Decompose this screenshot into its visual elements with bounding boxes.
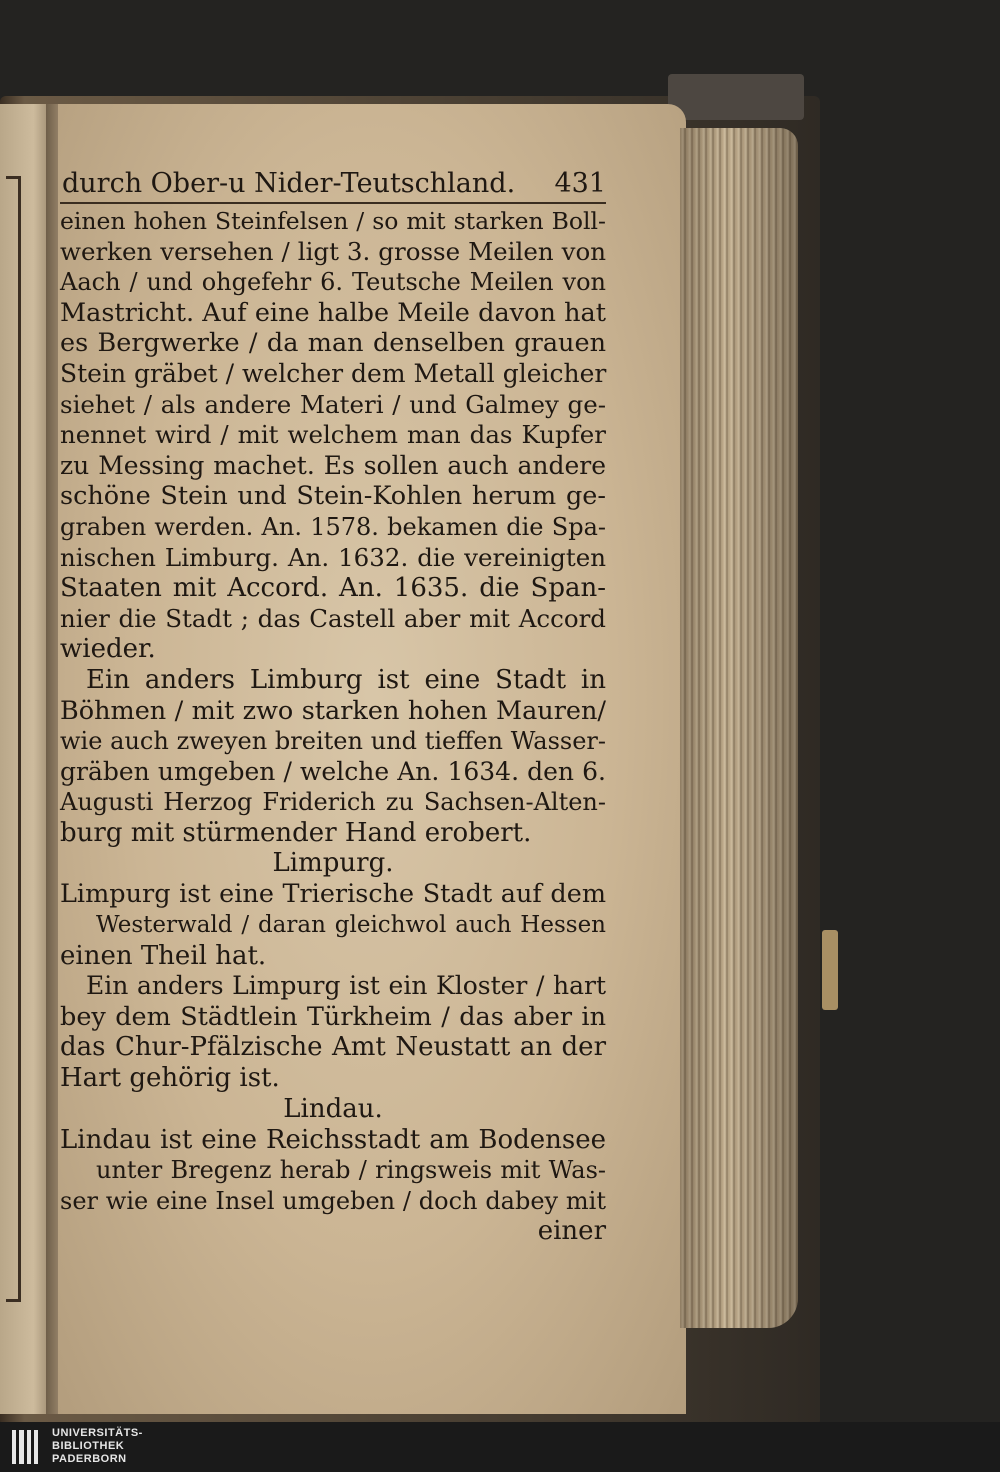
paragraph-1 (60, 206, 606, 665)
text-line: bey dem Städtlein Türkheim / das aber in (60, 1001, 606, 1032)
heading-lindau: Lindau. (283, 1093, 383, 1124)
running-head: durch Ober-u Nider-Teutschland. (62, 168, 516, 199)
library-logo-icon (12, 1430, 38, 1464)
text-line: Staaten mit Accord. An. 1635. die Span- (60, 573, 606, 604)
text-line: Stein gräbet / welcher dem Metall gleicher (60, 358, 607, 388)
text-line: Westerwald / daran gleichwol auch Hessen (96, 912, 606, 939)
library-name (52, 1427, 143, 1466)
text-line: Mastricht. Auf eine halbe Meile davon hat (60, 297, 606, 328)
catchword: einer (537, 1216, 606, 1247)
text-line: einen Theil hat. (60, 940, 267, 971)
text-line: Ein anders Limburg ist eine Stadt in (86, 664, 606, 695)
text-line: Ein anders Limpurg ist ein Kloster / hart (86, 971, 606, 1001)
library-name-line: UNIVERSITÄTS- (52, 1427, 143, 1439)
text-line: einen hohen Steinfelsen / so mit starken Boll- (60, 207, 606, 235)
paragraph-2 (60, 665, 606, 849)
text-line: Augusti Herzog Friderich zu Sachsen-Alten- (60, 788, 606, 817)
text-line: das Chur-Pfälzische Amt Neustatt an der (60, 1032, 606, 1063)
paragraph-3 (60, 879, 606, 971)
text-line: Lindau ist eine Reichsstadt am Bodensee (60, 1124, 606, 1155)
library-name-line: BIBLIOTHEK (52, 1440, 125, 1452)
running-header (60, 168, 606, 202)
page-edges (680, 128, 798, 1328)
text-line: gräben umgeben / welche An. 1634. den 6. (60, 756, 606, 786)
text-line: schöne Stein und Stein-Kohlen herum ge- (60, 481, 606, 512)
paragraph-4 (60, 971, 606, 1093)
book-headband (668, 74, 804, 120)
text-line: zu Messing machet. Es sollen auch andere (60, 450, 606, 480)
library-name-line: PADERBORN (52, 1453, 127, 1465)
text-line: Aach / und ohgefehr 6. Teutsche Meilen von (60, 268, 606, 297)
text-line: Limpurg ist eine Trierische Stadt auf dem (60, 879, 606, 910)
text-line: Hart gehörig ist. (60, 1063, 280, 1094)
text-line: burg mit stürmender Hand erobert. (60, 817, 532, 848)
text-line: nennet wird / mit welchem man das Kupfer (60, 420, 606, 450)
text-line: werken versehen / ligt 3. grosse Meilen von (60, 236, 606, 266)
header-rule (60, 202, 606, 204)
page-number: 431 (554, 168, 606, 199)
paragraph-5 (60, 1125, 606, 1217)
text-line: unter Bregenz herab / ringsweis mit Was- (96, 1156, 606, 1185)
heading-limpurg: Limpurg. (272, 848, 394, 879)
text-line: nier die Stadt ; das Castell aber mit Accord (60, 603, 606, 633)
bookmark-tab (822, 930, 838, 1010)
text-line: nischen Limburg. An. 1632. die vereinigten (60, 542, 606, 572)
page-text (60, 168, 606, 1247)
text-line: wie auch zweyen breiten und tieffen Wasser- (60, 727, 606, 756)
text-line: graben werden. An. 1578. bekamen die Spa- (60, 512, 606, 541)
text-line: ser wie eine Insel umgeben / doch dabey mit (60, 1186, 606, 1215)
text-line: Böhmen / mit zwo starken hohen Mauren/ (60, 695, 606, 726)
text-line: es Bergwerke / da man denselben grauen (60, 328, 606, 359)
library-footer (0, 1422, 1000, 1472)
text-line: wieder. (60, 634, 156, 665)
left-page-border (6, 176, 21, 1302)
text-line: siehet / als andere Materi / und Galmey ge- (60, 389, 606, 419)
